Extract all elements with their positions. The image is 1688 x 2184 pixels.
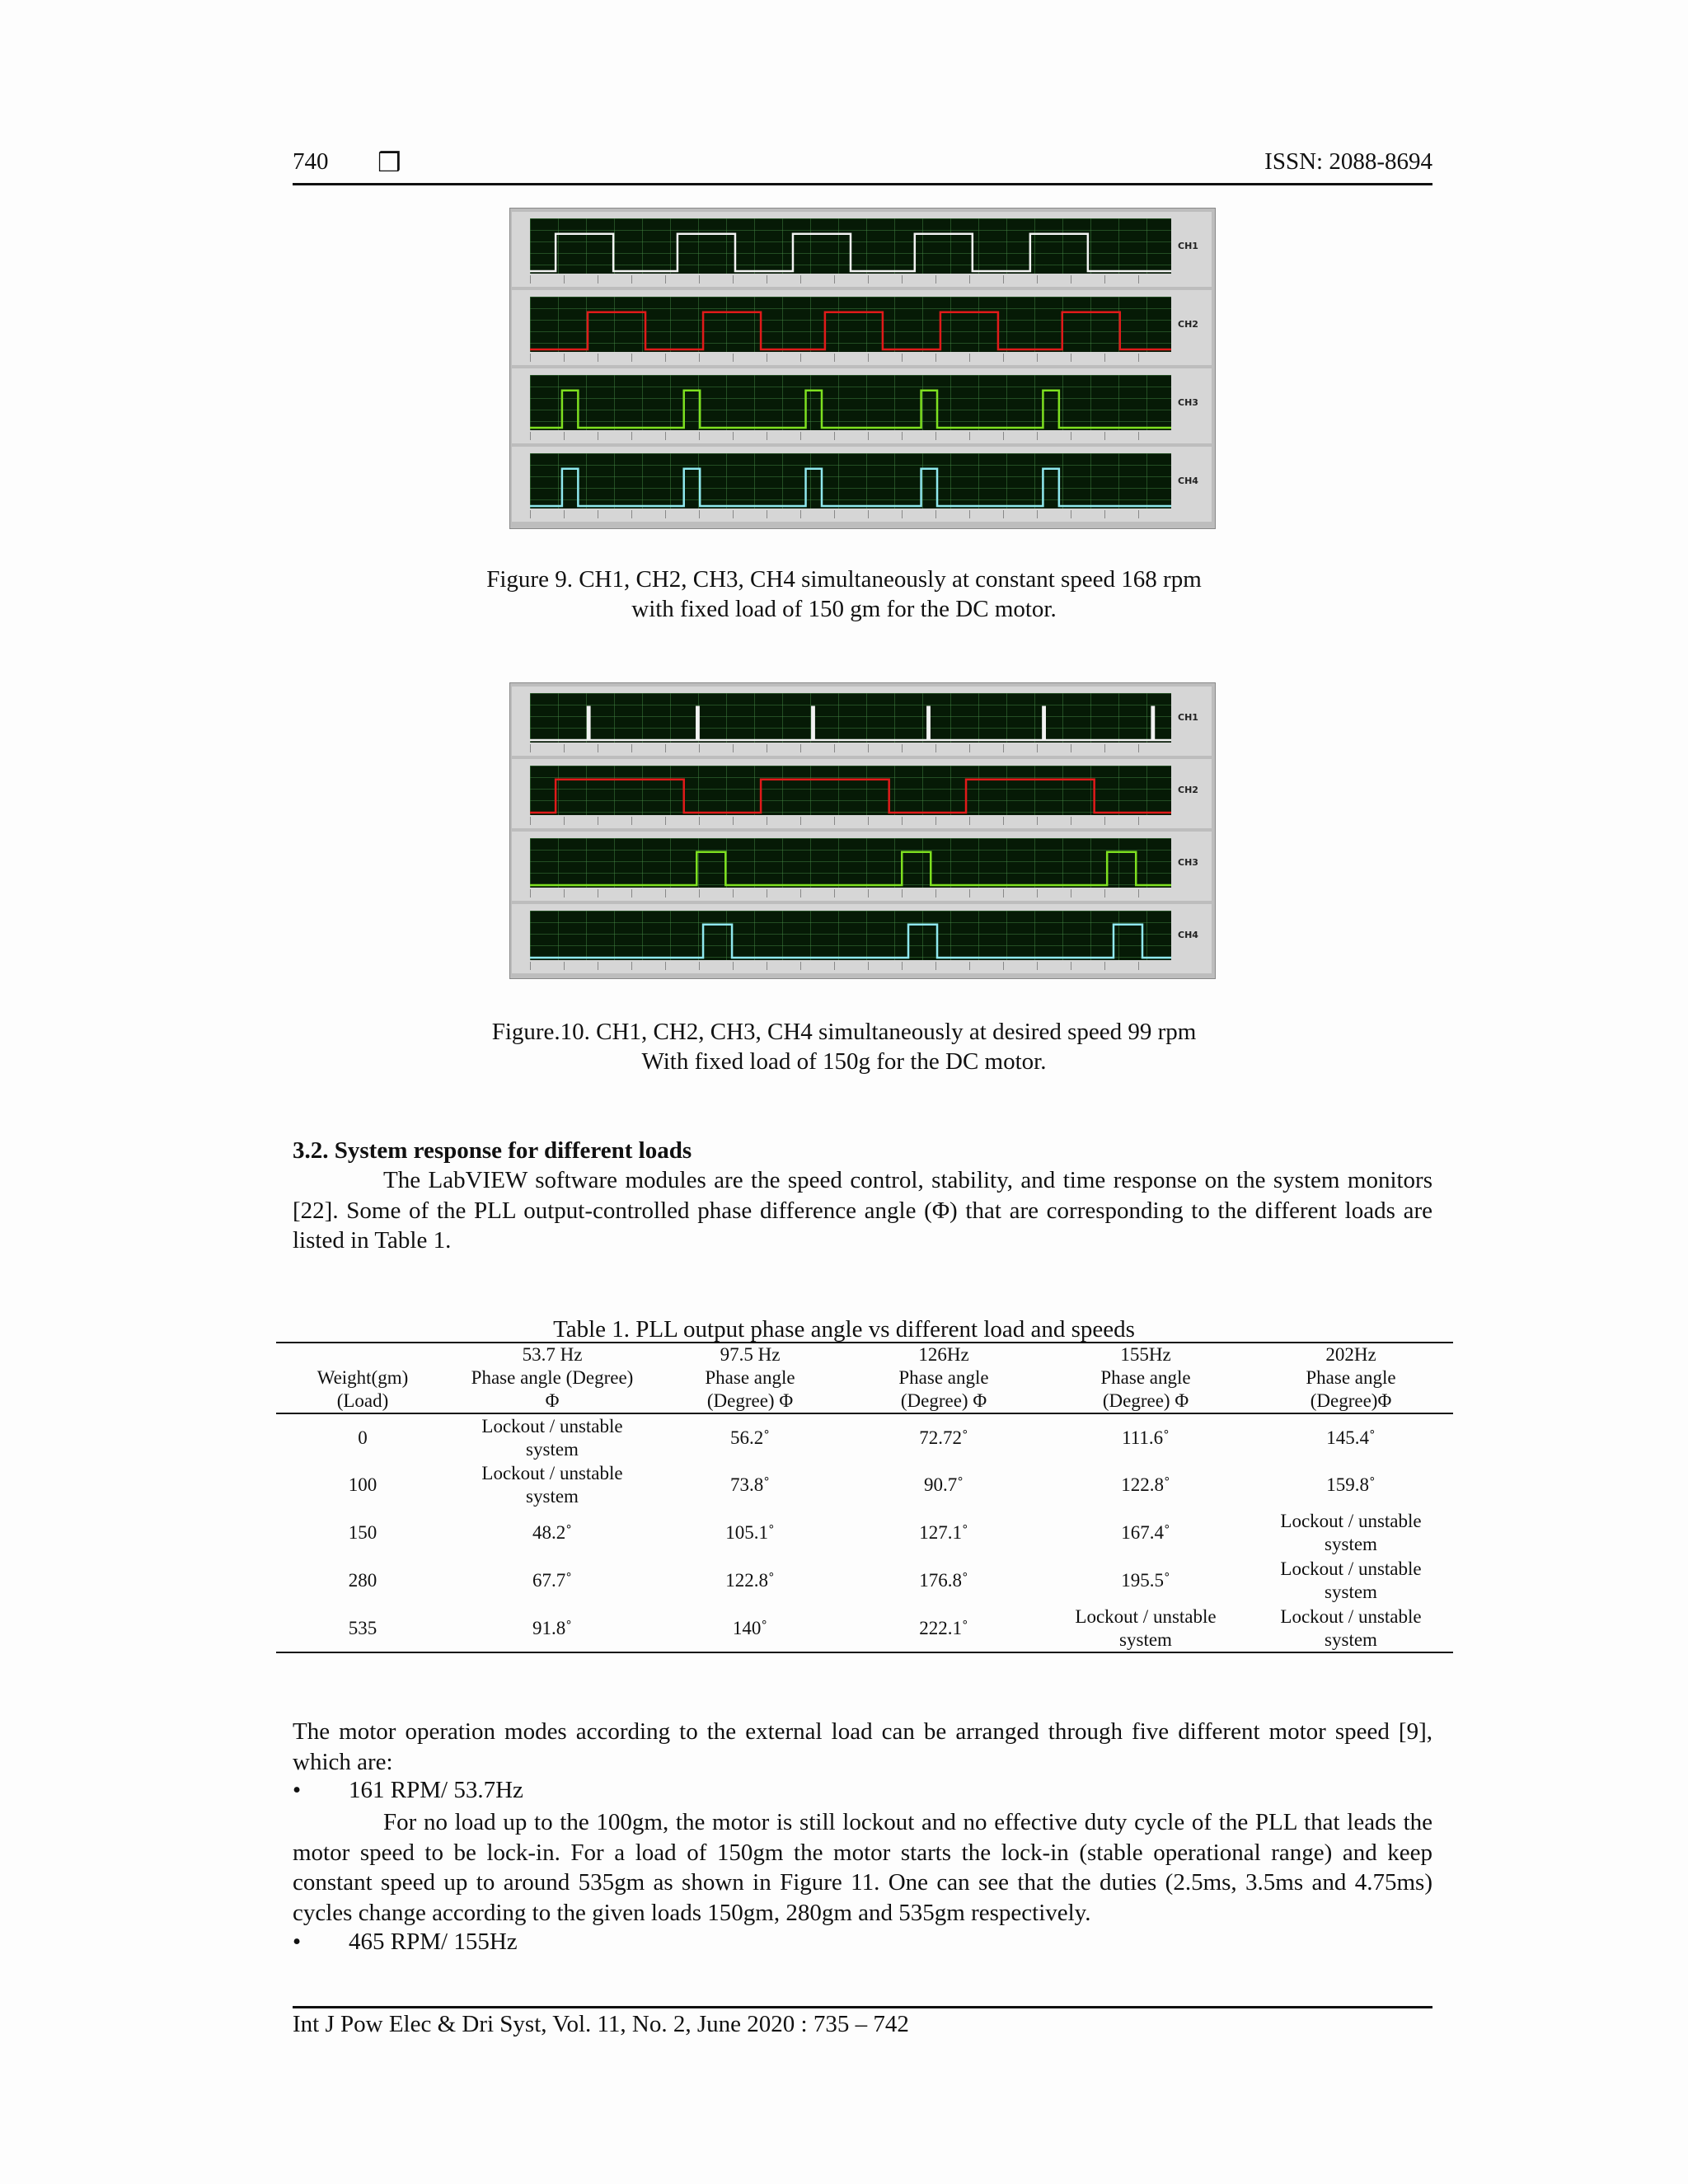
time-axis [530,275,1171,284]
table-cell: 122.8˚ [725,1570,775,1591]
table-row [276,1461,1453,1509]
table-header-cell: (Degree) Φ [1043,1390,1249,1413]
table-header-row [276,1390,1453,1413]
table-cell: 222.1˚ [845,1605,1043,1652]
table-1-caption: Table 1. PLL output phase angle vs different load and speeds [553,1316,1135,1343]
box-icon: ❒ [377,148,401,177]
table-cell: 91.8˚ [449,1605,655,1652]
section-paragraph: The LabVIEW software modules are the speed control, stability, and time response on the system monitors [22]. Some of the PLL output-controlled phase difference angle (Φ) that are corresponding to the different loads are listed in Table 1. [293,1167,1432,1254]
table-header-cell: (Degree)Φ [1249,1390,1453,1413]
table-row [276,1413,1453,1461]
table-header-cell [276,1343,449,1366]
figure-9-caption-line1: Figure 9. CH1, CH2, CH3, CH4 simultaneously at constant speed 168 rpm [486,566,1202,593]
time-axis [530,889,1171,898]
bullet-item-161rpm: 161 RPM/ 53.7Hz [349,1777,523,1803]
waveform-trace-ch1 [530,707,1171,740]
figure-9 [509,208,1216,529]
table-cell: 73.8˚ [730,1474,770,1495]
waveform-panel-ch1 [512,687,1212,756]
channel-label-ch1: CH1 [1178,712,1198,723]
table-cell: Lockout / unstable system [1280,1558,1422,1602]
table-cell: 105.1˚ [725,1522,775,1543]
table-header-cell: 202Hz [1249,1343,1453,1366]
table-cell: 150 [348,1522,377,1543]
table-1 [276,1342,1453,1653]
table-cell: Lockout / unstable system [481,1415,623,1460]
bullet-marker: • [293,1777,302,1803]
table-row [276,1557,1453,1605]
table-cell: 100 [348,1474,377,1495]
table-cell: 167.4˚ [1121,1522,1170,1543]
waveform-panel-ch3 [512,368,1212,443]
waveform-plot [530,693,1171,743]
operation-modes-intro: The motor operation modes according to the external load can be arranged through five different motor speed [9], which are: [293,1718,1432,1775]
table-cell: 0 [358,1427,368,1448]
channel-label-ch3: CH3 [1178,396,1198,408]
table-row [276,1509,1453,1557]
waveform-trace-ch1 [530,234,1171,271]
time-axis [530,432,1171,440]
table-cell: 56.2˚ [730,1427,770,1448]
table-cell: 111.6˚ [1122,1427,1170,1448]
table-cell: Lockout / unstable system [1280,1511,1422,1554]
channel-label-ch4: CH4 [1178,930,1198,940]
time-axis [530,510,1171,518]
table-header-row [276,1366,1453,1390]
table-cell: Lockout / unstable system [1249,1605,1453,1652]
table-header-cell: 155Hz [1043,1343,1249,1366]
bullet-item-465rpm: 465 RPM/ 155Hz [349,1929,518,1955]
waveform-trace-ch4 [530,469,1171,506]
figure-10-caption-line1: Figure.10. CH1, CH2, CH3, CH4 simultaneously at desired speed 99 rpm [491,1019,1197,1045]
table-cell: 195.5˚ [1121,1570,1170,1591]
section-heading: 3.2. System response for different loads [293,1137,692,1164]
waveform-panel-ch2 [512,290,1212,365]
waveform-trace-ch3 [530,391,1171,428]
table-cell: 72.72˚ [919,1427,968,1448]
table-header-cell: 53.7 Hz [449,1343,655,1366]
table-header-cell: Φ [449,1390,655,1413]
table-row [276,1605,1453,1652]
waveform-plot [530,297,1171,352]
waveform-plot [530,375,1171,430]
waveform-panel-ch2 [512,759,1212,828]
table-header-cell: Phase angle [898,1367,989,1388]
figure-10-caption-line2: With fixed load of 150g for the DC motor. [641,1048,1047,1075]
table-cell: Lockout / unstable system [1043,1605,1249,1652]
time-axis [530,744,1171,752]
footer-citation: Int J Pow Elec & Dri Syst, Vol. 11, No. 2, June 2020 : 735 – 742 [293,2011,909,2037]
page-number: 740 [293,148,329,175]
waveform-plot [530,218,1171,274]
table-header-cell: 126Hz [845,1343,1043,1366]
table-cell: 67.7˚ [532,1570,572,1591]
time-axis [530,817,1171,825]
waveform-trace-ch3 [530,852,1171,885]
figure-10 [509,682,1216,979]
channel-label-ch3: CH3 [1178,857,1198,868]
waveform-plot [530,838,1171,888]
table-header-cell: Phase angle [705,1367,795,1388]
table-header-cell: 97.5 Hz [655,1343,845,1366]
table-cell: 280 [348,1570,377,1591]
table-cell: 535 [276,1605,449,1652]
table-cell: 145.4˚ [1326,1427,1376,1448]
waveform-panel-ch1 [512,212,1212,287]
header-rule [293,183,1432,185]
table-header-cell: (Degree) Φ [655,1390,845,1413]
waveform-panel-ch4 [512,447,1212,522]
figure-9-caption-line2: with fixed load of 150 gm for the DC motor. [631,596,1057,622]
waveform-trace-ch2 [530,312,1171,349]
channel-label-ch4: CH4 [1178,475,1198,486]
table-header-row [276,1343,1453,1366]
bullet-marker: • [293,1929,302,1955]
waveform-panel-ch3 [512,832,1212,901]
channel-label-ch2: CH2 [1178,785,1198,795]
waveform-panel-ch4 [512,904,1212,973]
table-header-cell: (Load) [276,1390,449,1413]
table-cell: 122.8˚ [1121,1474,1170,1495]
waveform-plot [530,766,1171,815]
table-cell: 159.8˚ [1326,1474,1376,1495]
table-header-cell: Phase angle [1306,1367,1396,1388]
waveform-plot [530,911,1171,960]
table-cell: 127.1˚ [919,1522,968,1543]
table-header-cell: Phase angle [1100,1367,1191,1388]
channel-label-ch2: CH2 [1178,318,1198,330]
waveform-trace-ch2 [530,780,1171,813]
lockout-paragraph: For no load up to the 100gm, the motor is still lockout and no effective duty cycle of the PLL that leads the motor speed to be lock-in. For a load of 150gm the motor starts the lock-in (stable operational range) and keep constant speed up to around 535gm as shown in Figure 11. One can see that the duties (2.5ms, 3.5ms and 4.75ms) cycles change according to the given loads 150gm, 280gm and 535gm respectively. [293,1809,1432,1926]
table-cell: 48.2˚ [532,1522,572,1543]
time-axis [530,962,1171,970]
table-header-cell: (Degree) Φ [845,1390,1043,1413]
table-header-cell: Phase angle (Degree) [471,1367,634,1388]
waveform-plot [530,453,1171,509]
waveform-trace-ch4 [530,925,1171,958]
issn: ISSN: 2088-8694 [1264,148,1432,175]
channel-label-ch1: CH1 [1178,240,1198,251]
footer-rule [293,2006,1432,2008]
table-cell: 90.7˚ [924,1474,964,1495]
table-cell: 176.8˚ [919,1570,968,1591]
table-cell: Lockout / unstable system [481,1463,623,1507]
table-cell: 140˚ [655,1605,845,1652]
table-header-cell: Weight(gm) [316,1367,409,1388]
time-axis [530,354,1171,362]
